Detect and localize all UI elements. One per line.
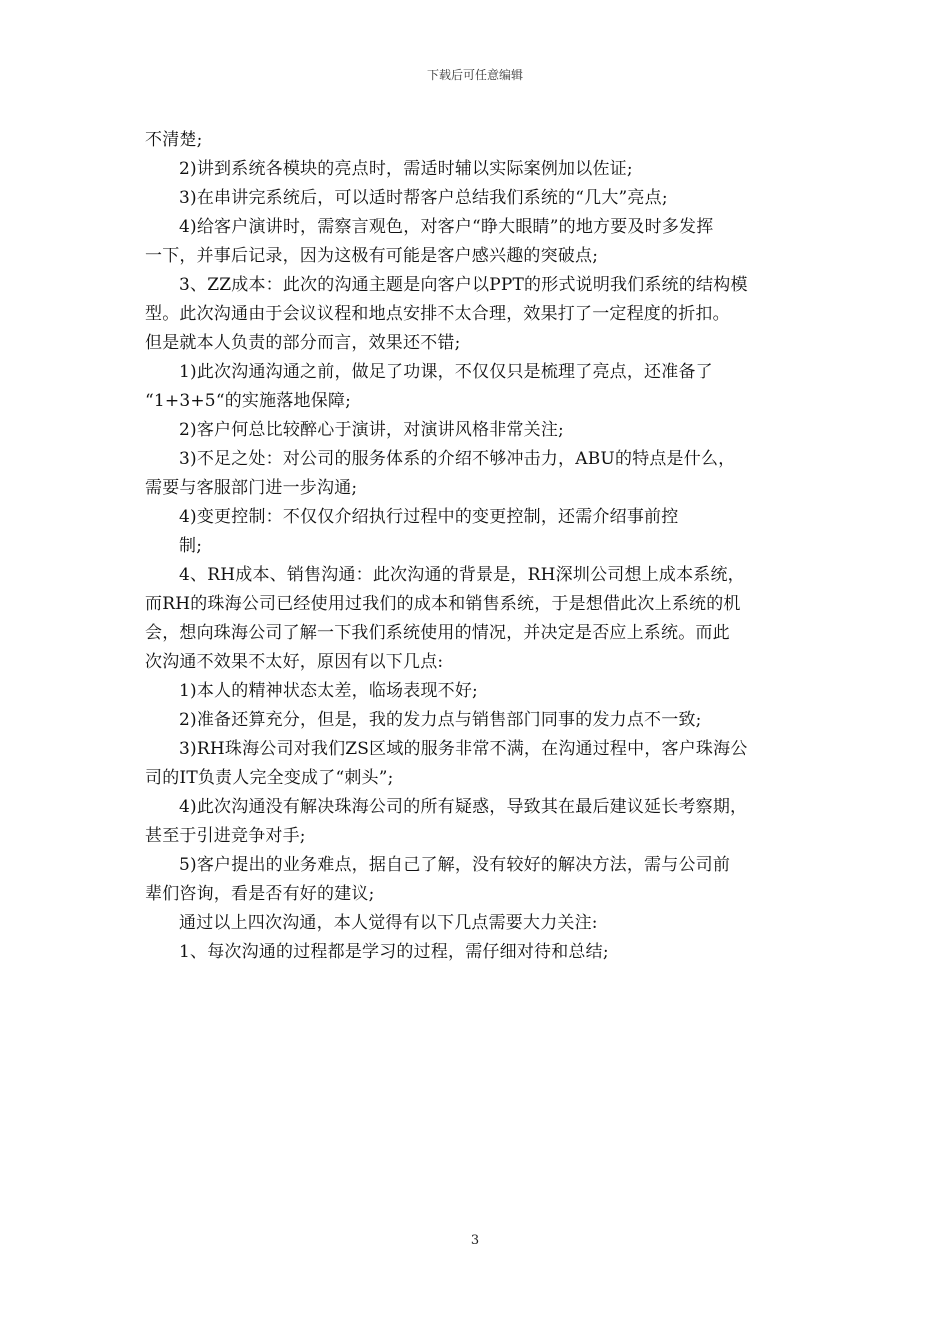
text-line: 4)此次沟通没有解决珠海公司的所有疑惑，导致其在最后建议延长考察期， (179, 797, 748, 817)
text-line: 次沟通不效果不太好，原因有以下几点: (145, 652, 444, 672)
text-line: 不清楚; (145, 130, 203, 150)
text-line: 5)客户提出的业务难点，据自己了解，没有较好的解决方法，需与公司前 (179, 855, 731, 875)
text-line: 4)给客户演讲时，需察言观色，对客户“睁大眼睛”的地方要及时多发挥 (179, 217, 714, 237)
text-line: 需要与客服部门进一步沟通; (145, 478, 358, 498)
text-line: 一下，并事后记录，因为这极有可能是客户感兴趣的突破点; (145, 246, 599, 266)
text-line: 1)此次沟通沟通之前，做足了功课，不仅仅只是梳理了亮点，还准备了 (179, 362, 713, 382)
text-line: 2)客户何总比较醉心于演讲，对演讲风格非常关注; (179, 420, 564, 440)
text-line: 通过以上四次沟通，本人觉得有以下几点需要大力关注: (179, 913, 598, 933)
text-line: 会，想向珠海公司了解一下我们系统使用的情况，并决定是否应上系统。而此 (145, 623, 730, 643)
text-line: 司的IT负责人完全变成了“刺头”; (145, 768, 394, 788)
text-line: 但是就本人负责的部分而言，效果还不错; (145, 333, 461, 353)
text-line: 甚至于引进竞争对手; (145, 826, 306, 846)
text-line: 3)在串讲完系统后，可以适时帮客户总结我们系统的“几大”亮点; (179, 188, 668, 208)
text-line: “1+3+5“的实施落地保障; (145, 391, 352, 411)
text-line: 3、ZZ成本：此次的沟通主题是向客户以PPT的形式说明我们系统的结构模 (179, 275, 748, 295)
text-line: 4)变更控制：不仅仅介绍执行过程中的变更控制，还需介绍事前控 (179, 507, 679, 527)
text-line: 型。此次沟通由于会议议程和地点安排不太合理，效果打了一定程度的折扣。 (145, 304, 730, 324)
text-line: 而RH的珠海公司已经使用过我们的成本和销售系统，于是想借此次上系统的机 (145, 594, 741, 614)
text-line: 2)讲到系统各模块的亮点时，需适时辅以实际案例加以佐证; (179, 159, 633, 179)
page-number: 3 (470, 1233, 480, 1248)
text-line: 1)本人的精神状态太差，临场表现不好; (179, 681, 478, 701)
text-line: 制; (179, 536, 203, 556)
text-line: 4、RH成本、销售沟通：此次沟通的背景是，RH深圳公司想上成本系统， (179, 565, 745, 585)
text-line: 1、每次沟通的过程都是学习的过程，需仔细对待和总结; (179, 942, 609, 962)
document-body (145, 126, 810, 967)
page-header: 下载后可任意编辑 (426, 68, 523, 82)
text-line: 2)准备还算充分，但是，我的发力点与销售部门同事的发力点不一致; (179, 710, 702, 730)
text-line: 辈们咨询，看是否有好的建议; (145, 884, 375, 904)
text-line: 3)RH珠海公司对我们ZS区域的服务非常不满，在沟通过程中，客户珠海公 (179, 739, 748, 759)
text-line: 3)不足之处：对公司的服务体系的介绍不够冲击力，ABU的特点是什么， (179, 449, 736, 469)
